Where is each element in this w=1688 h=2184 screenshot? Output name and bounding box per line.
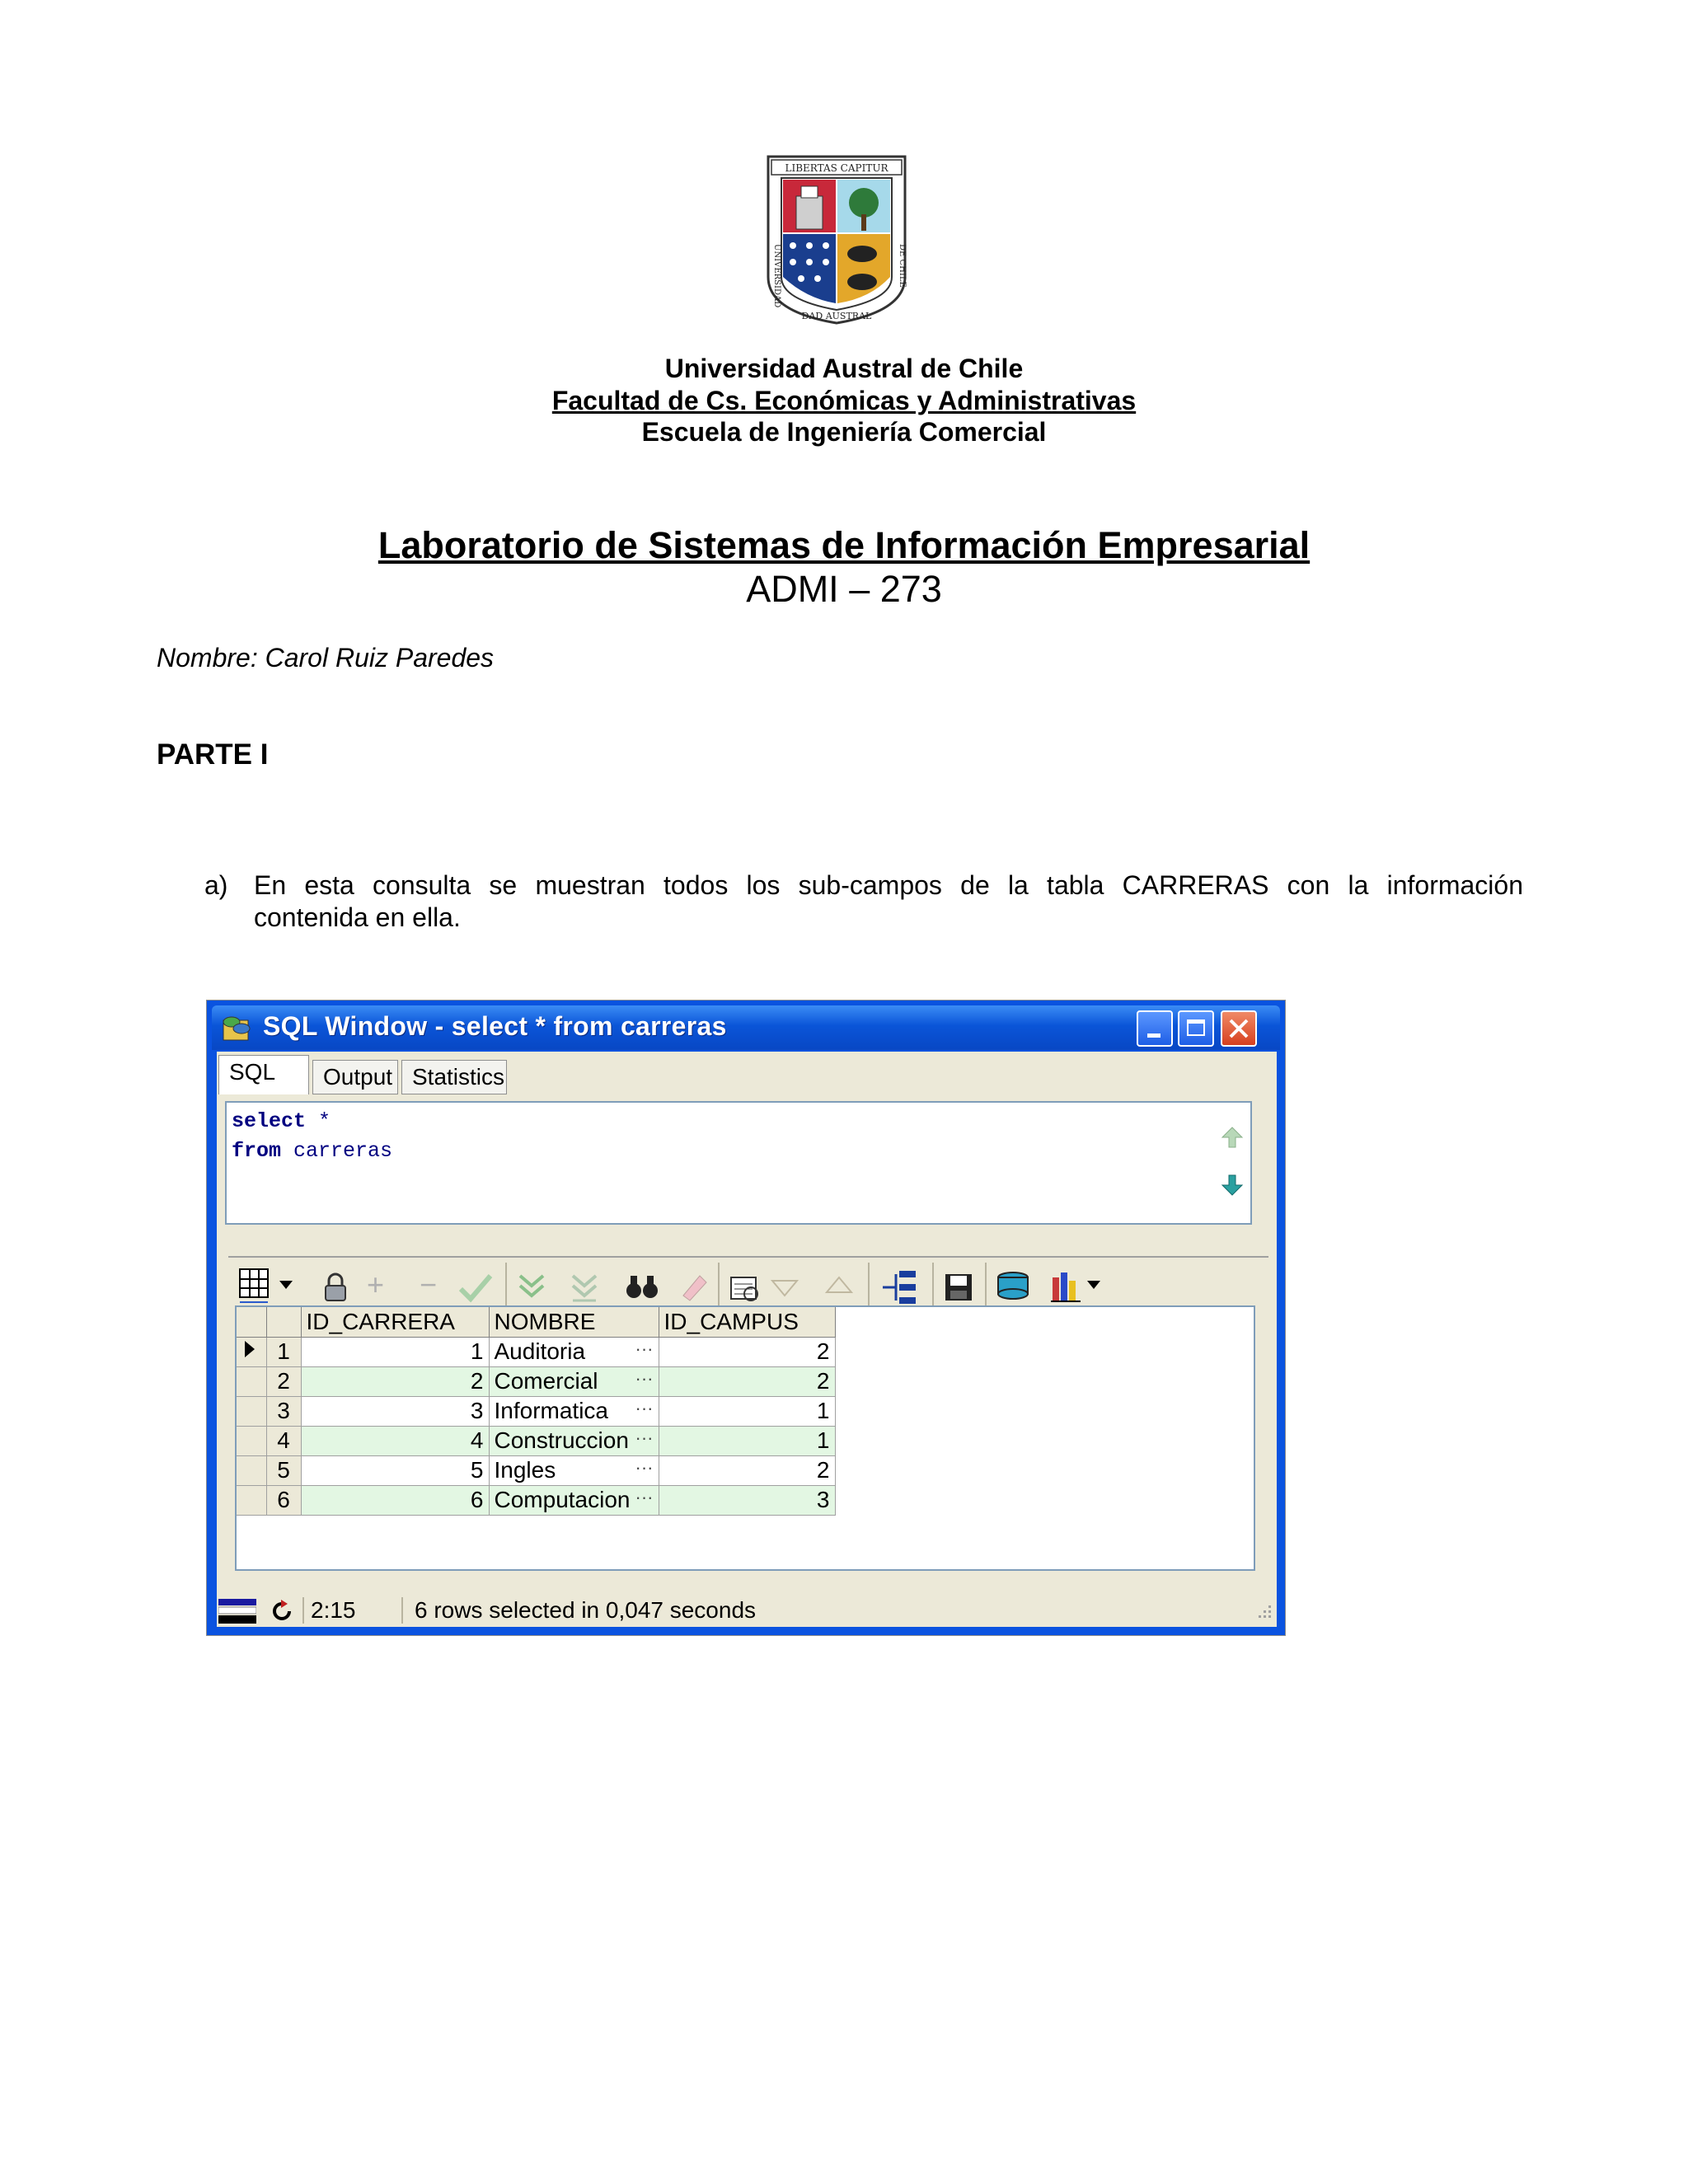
sql-window — [206, 1000, 1286, 1636]
cell-nombre[interactable] — [489, 1485, 659, 1515]
lock-icon[interactable] — [319, 1271, 352, 1304]
tab-statistics[interactable]: Statistics — [401, 1060, 507, 1094]
section-heading: PARTE I — [157, 738, 269, 771]
table-header-row — [237, 1307, 835, 1337]
cell-nombre-value: Comercial — [494, 1368, 598, 1394]
cursor-position: 2:15 — [311, 1597, 356, 1623]
ellipsis-button[interactable]: ··· — [635, 1457, 654, 1478]
student-name: Nombre: Carol Ruiz Paredes — [157, 643, 495, 673]
svg-text:UNIVERSIDAD: UNIVERSIDAD — [772, 244, 781, 308]
faculty-name: Facultad de Cs. Económicas y Administrativas — [551, 386, 1137, 415]
university-seal — [765, 153, 908, 326]
window-client — [217, 1052, 1277, 1627]
window-title: SQL Window - select * from carreras — [263, 1011, 727, 1041]
chevron-down-icon[interactable] — [1087, 1281, 1100, 1291]
tab-output[interactable]: Output — [312, 1060, 398, 1094]
cell-id-campus[interactable]: 2 — [659, 1337, 835, 1366]
document-title: Laboratorio de Sistemas de Información Empresarial — [377, 524, 1311, 566]
cell-id-carrera[interactable]: 1 — [301, 1337, 489, 1366]
ellipsis-button[interactable]: ··· — [635, 1398, 654, 1418]
tab-sql[interactable]: SQL — [218, 1055, 309, 1094]
ellipsis-button[interactable]: ··· — [635, 1338, 654, 1359]
results-table — [237, 1307, 836, 1516]
cell-id-campus[interactable]: 2 — [659, 1366, 835, 1396]
query-by-example-icon[interactable] — [726, 1271, 762, 1304]
course-code: ADMI – 273 — [746, 568, 942, 610]
cell-id-carrera[interactable]: 5 — [301, 1455, 489, 1485]
database-export-icon[interactable] — [995, 1269, 1031, 1305]
cell-id-campus[interactable]: 3 — [659, 1485, 835, 1515]
svg-text:DAD AUSTRAL: DAD AUSTRAL — [801, 311, 872, 321]
grid-view-icon[interactable] — [237, 1266, 278, 1305]
table-row[interactable] — [237, 1337, 835, 1366]
cell-id-campus[interactable]: 2 — [659, 1455, 835, 1485]
maximize-button[interactable] — [1178, 1010, 1214, 1047]
fetch-next-icon[interactable] — [515, 1271, 548, 1304]
header-corner — [237, 1307, 266, 1337]
cell-nombre-value: Informatica — [494, 1398, 608, 1423]
column-header-nombre[interactable]: NOMBRE — [489, 1307, 659, 1337]
status-bar — [217, 1596, 1277, 1627]
triangle-down-icon[interactable] — [771, 1279, 799, 1297]
item-marker: a) — [204, 870, 228, 900]
cell-nombre[interactable] — [489, 1455, 659, 1485]
fetch-last-icon[interactable] — [568, 1271, 601, 1304]
cell-nombre[interactable] — [489, 1337, 659, 1366]
status-message: 6 rows selected in 0,047 seconds — [415, 1597, 757, 1623]
item-text-line1: En esta consulta se muestran todos los sub-campos de la tabla CARRERAS con la información — [254, 870, 1523, 900]
cell-nombre[interactable] — [489, 1366, 659, 1396]
cell-nombre-value: Construccion — [494, 1427, 629, 1453]
header-rownum — [266, 1307, 301, 1337]
svg-text:DE CHILE: DE CHILE — [898, 244, 907, 288]
checkmark-icon[interactable] — [457, 1271, 494, 1304]
cell-id-carrera[interactable]: 2 — [301, 1366, 489, 1396]
ellipsis-button[interactable]: ··· — [635, 1487, 654, 1507]
sql-line-2: from carreras — [232, 1139, 393, 1163]
row-number: 5 — [266, 1455, 301, 1485]
ellipsis-button[interactable]: ··· — [635, 1427, 654, 1448]
results-panel — [228, 1256, 1268, 1610]
cell-id-campus[interactable]: 1 — [659, 1426, 835, 1455]
minimize-button[interactable] — [1137, 1010, 1173, 1047]
binoculars-icon[interactable] — [624, 1271, 660, 1304]
cell-id-campus[interactable]: 1 — [659, 1396, 835, 1426]
row-pointer-icon — [241, 1339, 258, 1359]
cell-nombre[interactable] — [489, 1396, 659, 1426]
column-header-id-carrera[interactable]: ID_CARRERA — [301, 1307, 489, 1337]
ellipsis-button[interactable]: ··· — [635, 1368, 654, 1389]
cell-nombre-value: Auditoria — [494, 1338, 586, 1364]
row-number: 1 — [266, 1337, 301, 1366]
seal-motto: LIBERTAS CAPITUR — [785, 162, 889, 174]
refresh-icon[interactable] — [270, 1599, 294, 1624]
cell-nombre-value: Computacion — [494, 1487, 631, 1512]
chart-icon[interactable] — [1049, 1269, 1085, 1305]
university-name: Universidad Austral de Chile — [664, 354, 1024, 383]
row-number: 2 — [266, 1366, 301, 1396]
arrow-down-icon[interactable] — [1221, 1174, 1244, 1197]
flag-icon — [218, 1597, 256, 1627]
item-text-line2: contenida en ella. — [254, 902, 461, 932]
table-row[interactable] — [237, 1396, 835, 1426]
sql-editor[interactable] — [225, 1101, 1252, 1225]
row-number: 6 — [266, 1485, 301, 1515]
resize-grip-icon[interactable] — [1252, 1602, 1273, 1624]
cell-nombre[interactable] — [489, 1426, 659, 1455]
cell-id-carrera[interactable]: 4 — [301, 1426, 489, 1455]
table-row[interactable] — [237, 1485, 835, 1515]
table-row[interactable] — [237, 1366, 835, 1396]
close-button[interactable] — [1221, 1010, 1257, 1047]
chevron-down-icon[interactable] — [279, 1281, 293, 1291]
eraser-icon[interactable] — [677, 1269, 710, 1302]
row-number: 4 — [266, 1426, 301, 1455]
minimize-icon — [1147, 1033, 1160, 1038]
triangle-up-icon[interactable] — [825, 1276, 853, 1294]
school-name: Escuela de Ingeniería Comercial — [641, 417, 1047, 447]
minus-icon[interactable]: − — [420, 1268, 438, 1301]
cell-nombre-value: Ingles — [494, 1457, 556, 1483]
results-grid — [235, 1305, 1255, 1571]
database-window-icon — [220, 1012, 253, 1043]
current-row-indicator — [237, 1337, 266, 1366]
cell-id-carrera[interactable]: 6 — [301, 1485, 489, 1515]
sql-line-1: select * — [232, 1109, 331, 1133]
table-row[interactable] — [237, 1455, 835, 1485]
arrow-up-icon[interactable] — [1221, 1126, 1244, 1149]
close-icon — [1222, 1012, 1255, 1045]
column-header-id-campus[interactable]: ID_CAMPUS — [659, 1307, 835, 1337]
cell-id-carrera[interactable]: 3 — [301, 1396, 489, 1426]
tree-export-icon[interactable] — [879, 1269, 919, 1305]
save-icon[interactable] — [942, 1271, 975, 1304]
maximize-icon — [1187, 1019, 1205, 1036]
row-number: 3 — [266, 1396, 301, 1426]
table-row[interactable] — [237, 1426, 835, 1455]
plus-icon[interactable]: + — [367, 1268, 385, 1301]
seal-graphic — [765, 153, 908, 326]
title-bar[interactable] — [212, 1005, 1280, 1050]
